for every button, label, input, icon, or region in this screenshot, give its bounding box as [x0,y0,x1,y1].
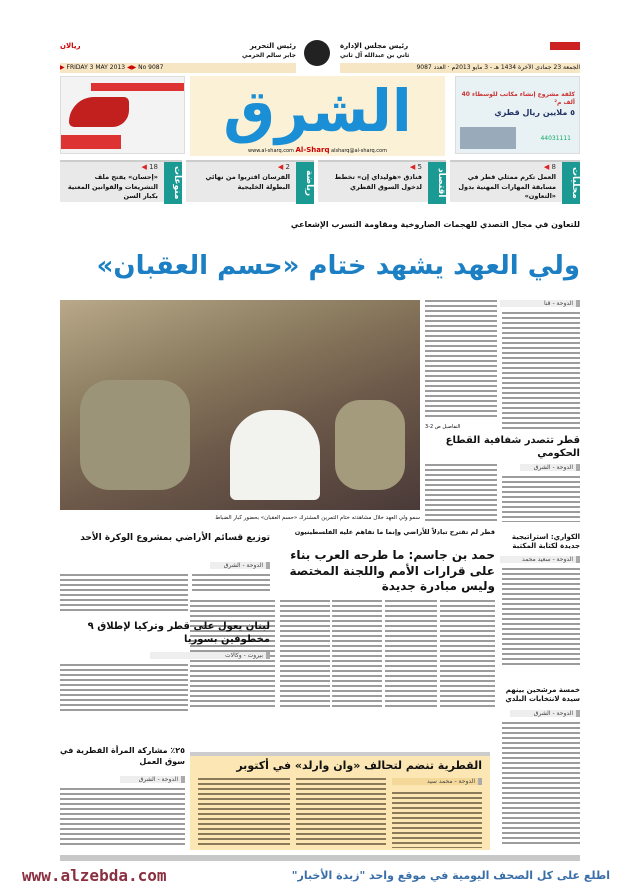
women-byline: الدوحة - الشرق [120,776,185,783]
teaser-sports[interactable]: رياضة 2 ◀ الفرسان اقتربوا من نهائي البطولة الخليجية [186,160,314,202]
top-strip: ريالان رئيس التحرير جابر سالم الحرمي رئيس مجلس الإدارة ثاني بن عبدالله آل ثاني ▶ FRIDAY 3 MAY 2013 ◀▶ No 9087 الجمعة 23 جمادى الآخرة 1434 هـ - 3 مايو 2013م · العدد 9087 [60,42,580,71]
masthead-logo [190,76,445,156]
hbj-headline: حمد بن جاسم: ما طرحه العرب بناء على قرارات الأمم واللجنة المختصة وليس مبادرة جديدة [289,548,495,593]
price: ريالان [60,42,81,50]
teaser-misc[interactable]: منوعات 18 ◀ «إحسان» يفتح ملف التشريعات والقوانين المعنية بكبار السن [60,160,182,202]
chair-image [69,97,129,127]
lebanon-byline: بيروت - وكالات [150,652,270,659]
ad-phone: 44031111 [540,135,571,142]
logo-text: الشرق [223,77,412,145]
chairman-name: ثاني بن عبدالله آل ثاني [340,52,410,59]
footer-divider [60,855,580,861]
editor-name: جابر سالم الحرمي [241,52,296,59]
lead-kicker: للتعاون في مجال التصدي للهجمات الصاروخية ومقاومة التسرب الإشعاعي [290,220,580,229]
header-flag [550,42,580,50]
email-link[interactable]: alsharq@al-sharq.com [331,148,387,154]
ad-right[interactable] [455,76,580,154]
teaser-economy[interactable]: اقتصاد 5 ◀ فنادق «هوليداي إن» تخطط لدخول السوق القطري [318,160,446,202]
kuwari-byline: الدوحة - سعيد محمد [500,556,580,563]
women-headline: ٢٥٪ مشاركة المرأة القطرية في سوق العمل [59,746,185,766]
lead-photo[interactable] [60,300,420,510]
issue-en: No 9087 [138,64,164,71]
ad-left[interactable] [60,76,185,154]
footer-site-link[interactable]: www.alzebda.com [22,866,167,885]
kuwari-headline: الكواري: استراتيجية جديدة لكتابة المكتبة [511,533,580,551]
ad-line1: كلفة مشروع إنشاء مكاتب للوسطاء 40 ألف م² [461,91,575,106]
lebanon-headline: لبنان يعول على قطر وتركيا لإطلاق ٩ مخطوفين بسوريا [87,621,270,645]
photo-caption: سمو ولي العهد خلال مشاهدته ختام التمرين المشترك «حسم العقبان» بحضور كبار الضباط [215,515,420,521]
logo-en: Al-Sharq [295,146,330,154]
lead-byline: الدوحة - قنا [500,300,580,307]
baladi-byline: الدوحة - الشرق [510,710,580,717]
date-en: FRIDAY 3 MAY 2013 [66,64,126,71]
qa-headline: القطرية تنضم لتحالف «وان وارلد» في أكتوبر [236,759,482,772]
lead-body-col2 [425,300,497,420]
issue-ar: العدد 9087 [416,64,446,71]
building-image [460,127,516,149]
emblem-icon [304,40,330,66]
side-byline: الدوحة - الشرق [520,464,580,471]
qatar-airways-box [190,752,490,850]
lead-continued[interactable]: التفاصيل ص 2-3 [425,424,461,430]
lead-body-col1 [502,312,580,430]
side-headline: قطر تتصدر شفافية القطاع الحكومي [425,434,580,460]
qa-byline: الدوحة - محمد سيد [392,778,482,785]
wakra-headline: توزيع قسائم الأراضي بمشروع الوكرة الأحد [80,533,270,543]
chairman-title: رئيس مجلس الإدارة [340,42,409,50]
wakra-byline: الدوحة - الشرق [210,562,270,569]
editor-title: رئيس التحرير [249,42,296,50]
footer-slogan: اطلع على كل الصحف اليومية في موقع واحد "زبدة الأخبار" [291,869,610,882]
hbj-kicker: قطر لم تقترح تبادلاً للأراضي وإنما ما تفاهم عليه الفلسطينيون [294,528,495,536]
lead-headline: ولي العهد يشهد ختام «حسم العقبان» [96,251,580,281]
teaser-local[interactable]: محليات 8 ◀ العمل تكرم ممثلي قطر في مسابقة المهارات المهنية بدول «التعاون» [450,160,580,202]
baladi-headline: خمسة مرشحين بينهم سيدة لانتخابات البلدي [505,686,580,704]
date-ar: الجمعة 23 جمادى الآخرة 1434 هـ - 3 مايو 2013م [451,64,580,71]
ad-line2: ٥ ملايين ريال قطري [494,108,575,117]
website-link[interactable]: www.al-sharq.com [248,148,294,154]
